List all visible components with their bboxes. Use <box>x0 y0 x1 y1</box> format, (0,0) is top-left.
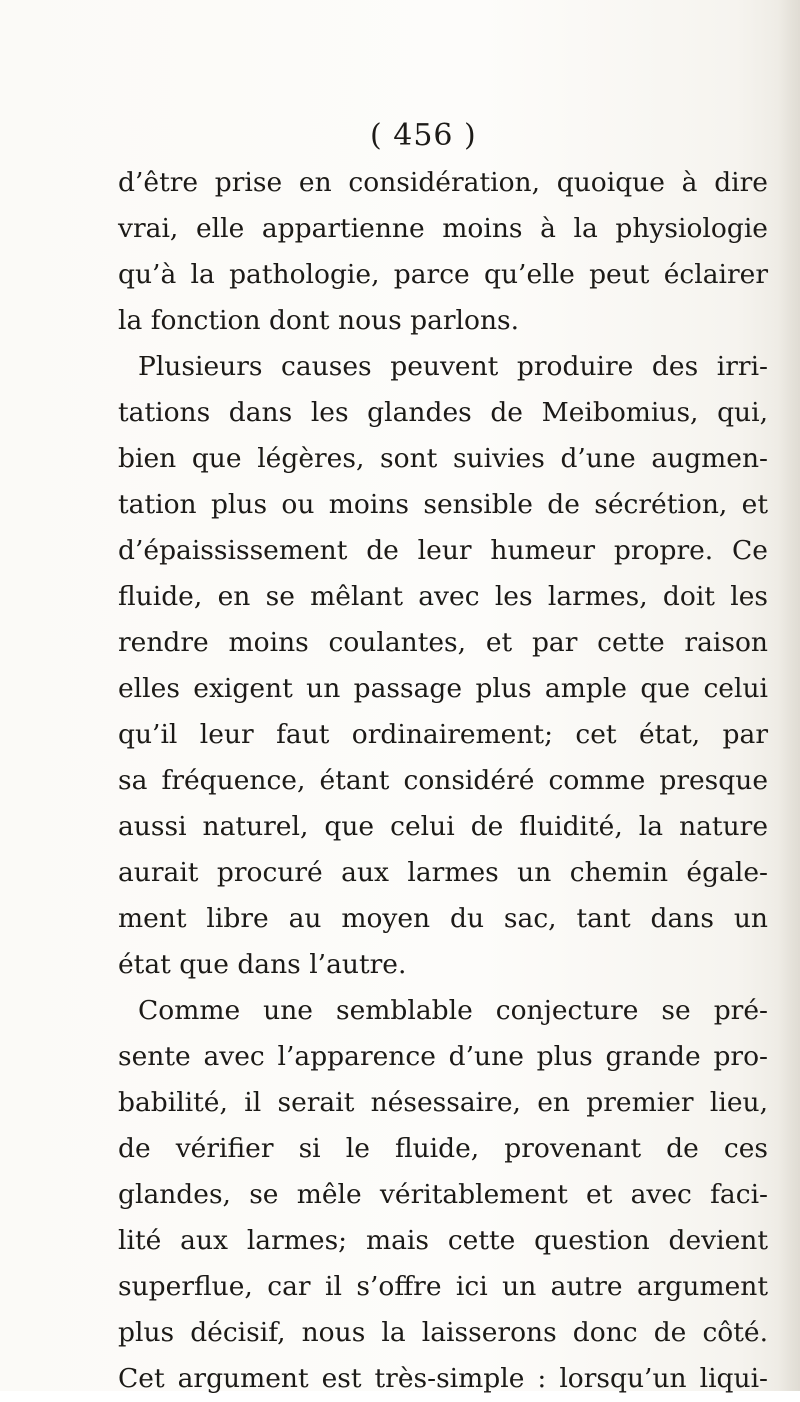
text-line: de vérifier si le fluide, provenant de ces <box>118 1133 768 1164</box>
text-line: vrai, elle appartienne moins à la physiologie <box>118 213 768 244</box>
text-line: qu’il leur faut ordinairement; cet état, par <box>118 719 768 750</box>
text-line: superflue, car il s’offre ici un autre argument <box>118 1271 768 1302</box>
text-line: glandes, se mêle véritablement et avec faci- <box>118 1179 768 1210</box>
text-line: la fonction dont nous parlons. <box>118 305 520 336</box>
page-edge-shadow <box>778 0 800 1391</box>
text-line: état que dans l’autre. <box>118 949 407 980</box>
text-line: d’être prise en considération, quoique à dire <box>118 167 768 198</box>
text-line: tations dans les glandes de Meibomius, qui, <box>118 397 768 428</box>
text-line: babilité, il serait nésessaire, en premier lieu, <box>118 1087 768 1118</box>
text-line: rendre moins coulantes, et par cette raison <box>118 627 768 658</box>
text-line: lité aux larmes; mais cette question devient <box>118 1225 768 1256</box>
text-line: sa fréquence, étant considéré comme presque <box>118 765 768 796</box>
text-line: tation plus ou moins sensible de sécrétion, et <box>118 489 768 520</box>
text-line: plus décisif, nous la laisserons donc de côté. <box>118 1317 768 1348</box>
text-line: elles exigent un passage plus ample que celui <box>118 673 768 704</box>
page-number: ( 456 ) <box>370 118 477 153</box>
text-line: qu’à la pathologie, parce qu’elle peut éclairer <box>118 259 768 290</box>
text-line: aurait procuré aux larmes un chemin égale- <box>118 857 768 888</box>
text-line: Cet argument est très-simple : lorsqu’un liqui- <box>118 1363 768 1394</box>
body-text <box>118 160 768 1402</box>
text-line: d’épaississement de leur humeur propre. Ce <box>118 535 768 566</box>
text-line: aussi naturel, que celui de fluidité, la nature <box>118 811 768 842</box>
text-line: Comme une semblable conjecture se pré- <box>138 995 768 1026</box>
text-line: bien que légères, sont suivies d’une augmen- <box>118 443 768 474</box>
text-line: Plusieurs causes peuvent produire des irri- <box>138 351 768 382</box>
text-line: sente avec l’apparence d’une plus grande pro- <box>118 1041 768 1072</box>
text-line: ment libre au moyen du sac, tant dans un <box>118 903 768 934</box>
text-line: fluide, en se mêlant avec les larmes, doit les <box>118 581 768 612</box>
